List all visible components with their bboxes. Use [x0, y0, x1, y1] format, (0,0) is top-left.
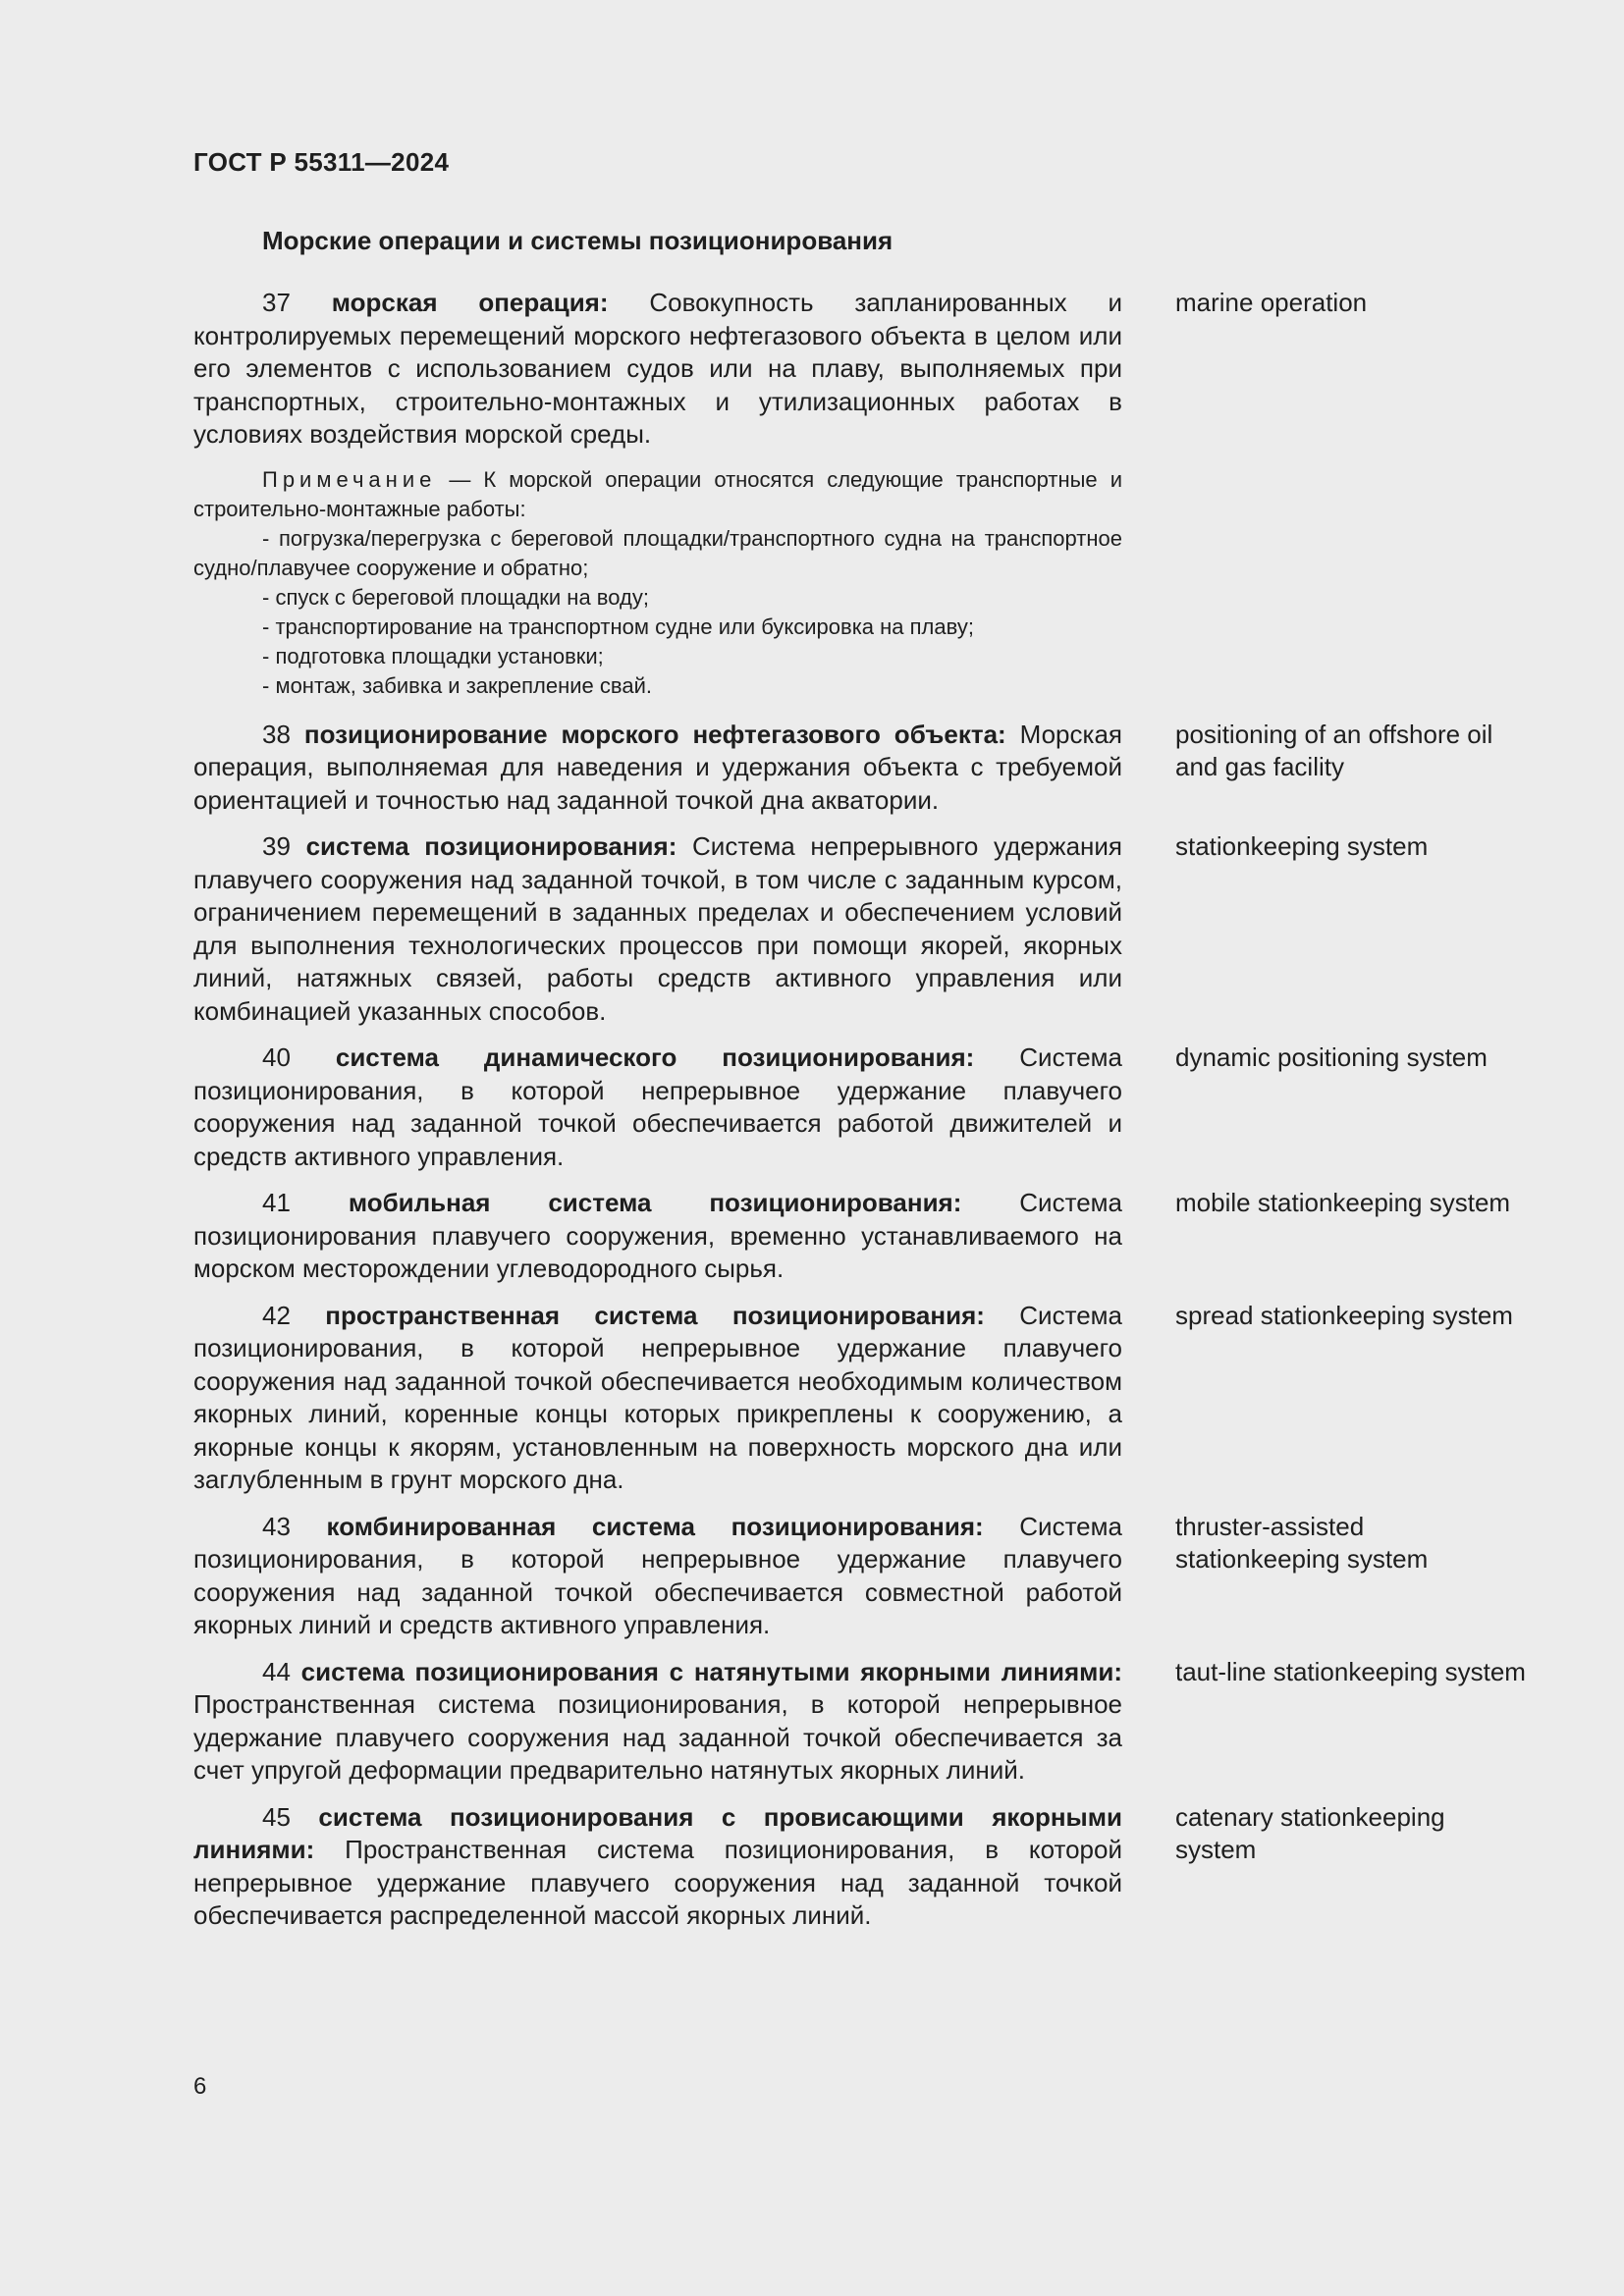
note-label: Примечание [262, 466, 437, 492]
term-english: positioning of an offshore oil and gas facility [1175, 719, 1493, 781]
note-item: - спуск с береговой площадки на воду; [262, 584, 649, 610]
term-text: Морская операция, выполняемая для наведения и удержания объекта с требуемой ориентацией и точностью над заданной точкой дна акватории. [193, 719, 1122, 815]
term-text: Система позиционирования, в которой непрерывное удержание плавучего сооружения над заданной точкой обеспечивается необходимым количеством якорных линий, коренные концы которых прикреплены к сооружению, а якорные концы к якорям, установленным на поверхность морского дна или заглубленным в грунт морского дна. [193, 1300, 1122, 1494]
term-entry-44 [193, 1656, 1529, 1788]
term-number: 37 [262, 288, 291, 317]
term-definition-ru [193, 719, 1122, 818]
note-item: - подготовка площадки установки; [262, 643, 604, 668]
term-number: 41 [262, 1188, 291, 1217]
term-text: Система позиционирования, в которой непрерывное удержание плавучего сооружения над заданной точкой обеспечивается работой движителей и средств активного управления. [193, 1042, 1122, 1171]
section-title: Морские операции и системы позиционирования [262, 226, 893, 255]
term-definition-ru [193, 830, 1122, 1028]
note-dash: — [449, 466, 471, 492]
term-name: позиционирование морского нефтегазового объекта: [303, 719, 1006, 749]
term-number: 43 [262, 1511, 291, 1541]
term-number: 42 [262, 1300, 291, 1330]
term-entry-37 [193, 287, 1529, 452]
note-item: - транспортирование на транспортном судне или буксировка на плаву; [262, 614, 974, 639]
term-english: taut-line stationkeeping system [1175, 1656, 1526, 1686]
term-number: 45 [262, 1801, 291, 1832]
term-name: система позиционирования: [305, 831, 677, 861]
term-definition-ru [193, 1187, 1122, 1286]
term-text: Пространственная система позиционирования, в которой непрерывное удержание плавучего сооружения над заданной точкой обеспечивается за счет упругой деформации предварительно натянутых якорных линий. [193, 1689, 1122, 1785]
term-english: spread stationkeeping system [1175, 1300, 1513, 1330]
term-name: комбинированная система позиционирования: [326, 1511, 984, 1541]
note-block [193, 465, 1122, 701]
term-name: система динамического позиционирования: [335, 1042, 975, 1072]
term-entry-45 [193, 1801, 1529, 1933]
term-definition-ru [193, 1511, 1122, 1642]
page-number: 6 [193, 2073, 207, 2100]
term-name: система позиционирования с провисающими якорными линиями: [193, 1801, 1122, 1864]
term-definition-ru [193, 287, 1122, 452]
term-number: 40 [262, 1042, 291, 1072]
term-text: Система непрерывного удержания плавучего сооружения над заданной точкой, в том числе с заданным курсом, ограничением перемещений в заданных пределах и обеспечением условий для выполнения технологических процессов при помощи якорей, якорных линий, натяжных связей, работы средств активного управления или комбинацией указанных способов. [193, 831, 1122, 1026]
term-entry-40 [193, 1041, 1529, 1173]
term-list [193, 287, 1529, 1947]
term-english: marine operation [1175, 288, 1368, 317]
term-definition-ru [193, 1041, 1122, 1173]
term-name: система позиционирования с натянутыми якорными линиями: [300, 1656, 1122, 1686]
term-entry-43 [193, 1511, 1529, 1642]
term-entry-39 [193, 830, 1529, 1028]
term-text: Система позиционирования плавучего сооружения, временно устанавливаемого на морском месторождении углеводородного сырья. [193, 1188, 1122, 1283]
term-name: мобильная система позиционирования: [348, 1188, 962, 1217]
note-item: - монтаж, забивка и закрепление свай. [262, 672, 652, 698]
term-english: thruster-assisted stationkeeping system [1175, 1511, 1429, 1574]
term-text: Совокупность запланированных и контролируемых перемещений морского нефтегазового объекта в целом или его элементов с использованием судов или на плаву, выполняемых при транспортных, строительно-монтажных и утилизационных работах в условиях воздействия морской среды. [193, 288, 1123, 449]
note-text: К морской операции относятся следующие транспортные и строительно-монтажные работы: [193, 466, 1122, 521]
term-english: mobile stationkeeping system [1175, 1188, 1511, 1217]
document-header: ГОСТ Р 55311—2024 [193, 147, 450, 177]
term-english: stationkeeping system [1175, 831, 1429, 861]
term-entry-38 [193, 719, 1529, 818]
term-text: Пространственная система позиционирования, в которой непрерывное удержание плавучего сооружения над заданной точкой обеспечивается распределенной массой якорных линий. [193, 1835, 1122, 1930]
note-intro [193, 465, 1122, 524]
term-number: 38 [262, 719, 291, 749]
note-item: - погрузка/перегрузка с береговой площадки/транспортного судна на транспортное судно/плавучее сооружение и обратно; [193, 525, 1122, 580]
term-definition-ru [193, 1801, 1122, 1933]
term-entry-42 [193, 1300, 1529, 1497]
term-number: 44 [262, 1656, 291, 1686]
term-number: 39 [262, 831, 291, 861]
term-definition-ru [193, 1656, 1122, 1788]
term-name: морская операция: [331, 288, 609, 317]
term-definition-ru [193, 1300, 1122, 1497]
term-entry-41 [193, 1187, 1529, 1286]
term-text: Система позиционирования, в которой непрерывное удержание плавучего сооружения над заданной точкой обеспечивается совместной работой якорных линий и средств активного управления. [193, 1511, 1122, 1639]
term-name: пространственная система позиционирования: [325, 1300, 985, 1330]
term-english: dynamic positioning system [1175, 1042, 1488, 1072]
term-english: catenary stationkeeping system [1175, 1801, 1445, 1864]
